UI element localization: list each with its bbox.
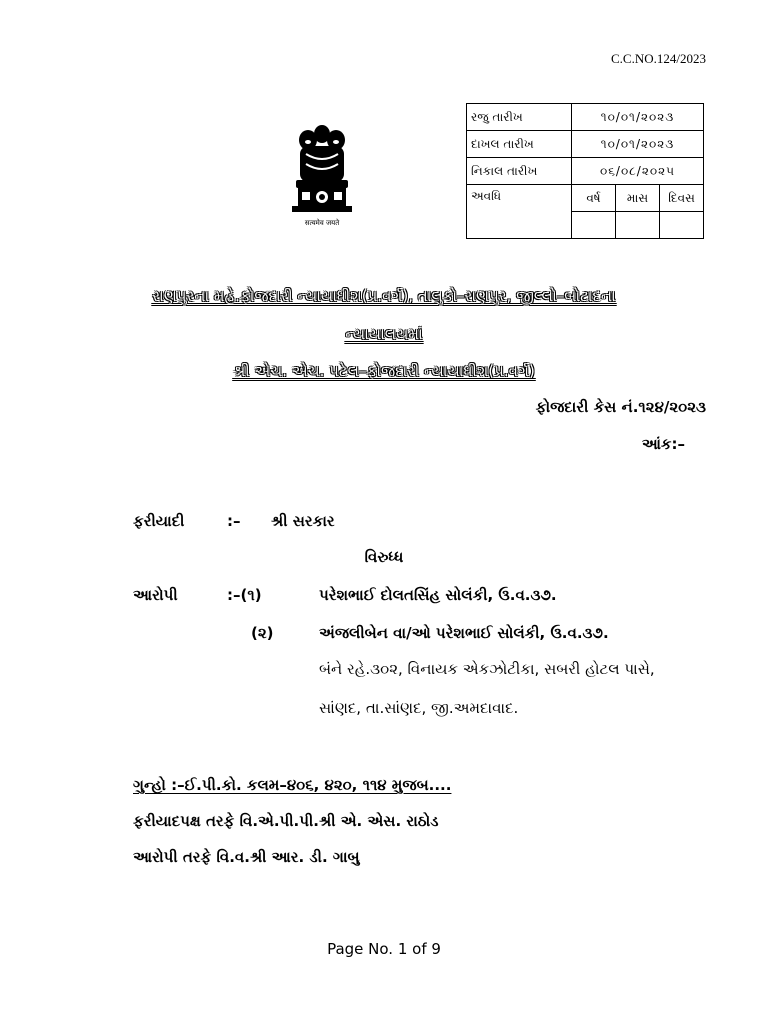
accused-address-line2: સાંણદ, તા.સાંણદ, જી.અમદાવાદ. (319, 699, 519, 717)
exhibit-number: આંક:– (641, 435, 685, 453)
complainant-separator: :– (227, 512, 241, 530)
court-name-line1: રાણપુરના મહે.ફોજદારી ન્યાયાધીશ(પ્ર.વર્ગ), તાલુકો–રાણપુર, જીલ્લો–બોટાદના (152, 287, 616, 305)
duration-day-cell (660, 212, 704, 239)
national-emblem-icon (278, 120, 366, 232)
offence-line: ગુન્હો :–ઈ.પી.કો. કલમ–૪૦૬, ૪૨૦, ૧૧૪ મુજબ.... (133, 776, 452, 794)
date-value: ૧૦/૦૧/૨૦૨૩ (572, 104, 704, 131)
table-row (467, 131, 704, 158)
table-row (467, 185, 704, 212)
date-label: નિકાલ તારીખ (467, 158, 572, 185)
table-row (467, 158, 704, 185)
date-label: દાખલ તારીખ (467, 131, 572, 158)
date-label: રજુ તારીખ (467, 104, 572, 131)
prosecution-counsel: ફરીયાદપક્ષ તરફે વિ.એ.પી.પી.શ્રી એ. એસ. રાઠોડ (133, 812, 439, 830)
duration-year-cell (572, 212, 616, 239)
duration-month-cell (616, 212, 660, 239)
complainant-label: ફરીયાદી (133, 512, 185, 530)
duration-year-header: વર્ષ (572, 185, 616, 212)
case-reference: C.C.NO.124/2023 (611, 51, 706, 66)
dates-table (466, 103, 704, 239)
accused-2-name: અંજલીબેન વા/ઓ પરેશભાઈ સોલંકી, ઉ.વ.૩૭. (319, 624, 609, 642)
duration-day-header: દિવસ (660, 185, 704, 212)
duration-label: અવધિ (467, 185, 572, 239)
complainant-name: શ્રી સરકાર (271, 512, 335, 530)
judge-name: શ્રી એચ. એચ. પટેલ–ફોજદારી ન્યાયાધીશ(પ્ર.વર્ગ) (233, 362, 535, 380)
accused-label: આરોપી (133, 586, 178, 604)
page-number: Page No. 1 of 9 (327, 940, 441, 958)
accused-separator: :–(૧) (227, 586, 262, 604)
emblem-motto: सत्यमेव जयते (304, 219, 340, 227)
accused-1-name: પરેશભાઈ દોલતસિંહ સોલંકી, ઉ.વ.૩૭. (319, 586, 557, 604)
versus-label: વિરુધ્ધ (364, 548, 404, 566)
accused-2-number: (૨) (251, 624, 274, 642)
court-name-line2: ન્યાયાલયમાં (345, 325, 423, 343)
accused-address-line1: બંને રહે.૩૦૨, વિનાયક એકઝોટીકા, સબરી હોટલ પાસે, (319, 660, 655, 678)
date-value: ૧૦/૦૧/૨૦૨૩ (572, 131, 704, 158)
table-row (467, 104, 704, 131)
date-value: ૦૬/૦૮/૨૦૨૫ (572, 158, 704, 185)
case-number: ફોજદારી કેસ નં.૧૨૪/૨૦૨૩ (535, 398, 706, 416)
defence-counsel: આરોપી તરફે વિ.વ.શ્રી આર. ડી. ગાબુ (133, 848, 360, 866)
duration-month-header: માસ (616, 185, 660, 212)
